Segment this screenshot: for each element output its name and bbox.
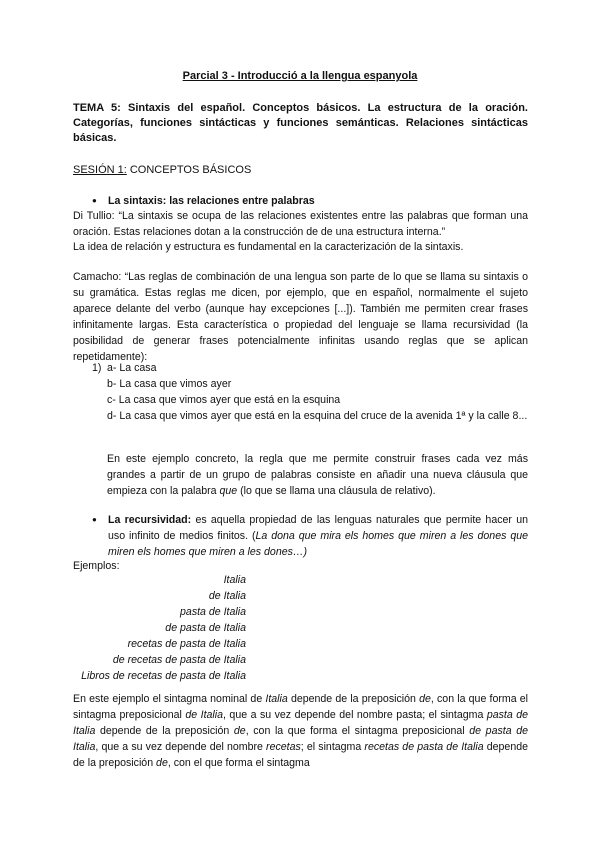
examples-list	[0, 572, 246, 684]
tullio-quote: Di Tullio: “La sintaxis se ocupa de las relaciones existentes entre las palabras que forman una oración. Estas relaciones dotan a la construcción de de una estructura interna.”	[73, 210, 528, 238]
paragraph-italic: de Italia	[185, 709, 224, 721]
final-paragraph	[73, 691, 528, 771]
example-line: recetas de pasta de Italia	[127, 638, 246, 650]
paragraph-italic: de	[156, 757, 168, 769]
recursion-example: La dona que mira els homes que miren a les dones que miren els homes que miren a les dones…)	[108, 530, 529, 558]
recursion-definition: es aquella propiedad de las lenguas naturales que permite hacer un uso infinito de medios finitos. (	[108, 514, 528, 542]
explanation-text: En este ejemplo concreto, la regla que me permite construir frases cada vez más grandes a partir de un grupo de palabras consiste en añadir una nueva cláusula que empieza con la palabra	[107, 453, 528, 497]
recursion-explanation	[92, 451, 528, 499]
example-line: Italia	[223, 574, 246, 586]
page-title: Parcial 3 - Introducció a la llengua espanyola	[182, 70, 418, 82]
list-number: 1)	[92, 362, 102, 374]
example-line: pasta de Italia	[180, 606, 246, 618]
bullet-icon: ●	[92, 196, 97, 205]
recursion-term: La recursividad:	[108, 514, 192, 526]
paragraph-italic: de pasta de Italia	[73, 725, 528, 753]
paragraph-text: , con la que forma el sintagma preposicional	[245, 725, 470, 737]
paragraph-text: depende de la preposición	[95, 725, 234, 737]
list-item: a- La casa	[107, 362, 157, 374]
paragraph-text: ; el sintagma	[300, 741, 365, 753]
paragraph-text: , con la que forma el sintagma preposicional	[73, 693, 529, 721]
example-line: de Italia	[208, 590, 246, 602]
list-item: c- La casa que vimos ayer que está en la esquina	[107, 394, 341, 406]
list-item: d- La casa que vimos ayer que está en la esquina del cruce de la avenida 1ª y la calle 8...	[107, 410, 528, 422]
bullet-syntax	[92, 193, 528, 209]
paragraph-italic: recetas de pasta de Italia	[364, 741, 484, 753]
explanation-text-end: (lo que se llama una cláusula de relativo).	[237, 485, 436, 497]
paragraph-text: , con el que forma el sintagma	[167, 757, 310, 769]
session-label: SESIÓN 1:	[73, 164, 127, 176]
paragraph-text: depende de la preposición	[287, 693, 420, 705]
topic-heading: TEMA 5: Sintaxis del español. Conceptos básicos. La estructura de la oración. Categorías, funciones sintácticas y funciones semánticas. Relaciones sintácticas básicas.	[73, 102, 528, 144]
paragraph-italic: pasta de Italia	[73, 709, 529, 737]
bullet-syntax-text: La sintaxis: las relaciones entre palabras	[108, 195, 315, 207]
example-line: de pasta de Italia	[165, 622, 246, 634]
bullet-icon: ●	[92, 515, 97, 524]
paragraph-text: , que a su vez depende del nombre	[95, 741, 267, 753]
example-line: de recetas de pasta de Italia	[112, 654, 246, 666]
camacho-paragraph: Camacho: “Las reglas de combinación de una lengua son parte de lo que se llama su sintaxis o su gramática. Estas reglas me dicen, por ejemplo, que en español, normalmente el sujeto aparece delante del verbo (aunque hay excepciones [...]). También me permiten crear frases infinitamente largas. Esta característica o propiedad del lenguaje se llama recursividad (la posibilidad de generar frases potencialmente infinitas usando reglas que se aplican repetidamente):	[73, 271, 528, 363]
examples-label: Ejemplos:	[73, 560, 120, 572]
recursion-example-list	[92, 360, 528, 424]
tullio-note: La idea de relación y estructura es fundamental en la caracterización de la sintaxis.	[73, 241, 464, 253]
paragraph-text: depende de la preposición	[73, 741, 528, 769]
paragraph-italic: de	[233, 725, 246, 737]
paragraph-italic: Italia	[265, 693, 288, 705]
explanation-word: que	[219, 485, 238, 497]
session-title: CONCEPTOS BÁSICOS	[126, 164, 252, 176]
paragraph-italic: de	[419, 693, 431, 705]
paragraph-text: , que a su vez depende del nombre pasta; el sintagma	[223, 709, 487, 721]
session-heading	[73, 162, 528, 178]
paragraph-text: En este ejemplo el sintagma nominal de	[73, 693, 266, 705]
list-item: b- La casa que vimos ayer	[107, 378, 232, 390]
bullet-recursion	[92, 512, 528, 560]
paragraph-italic: recetas	[266, 741, 301, 753]
example-line: Libros de recetas de pasta de Italia	[81, 670, 246, 682]
